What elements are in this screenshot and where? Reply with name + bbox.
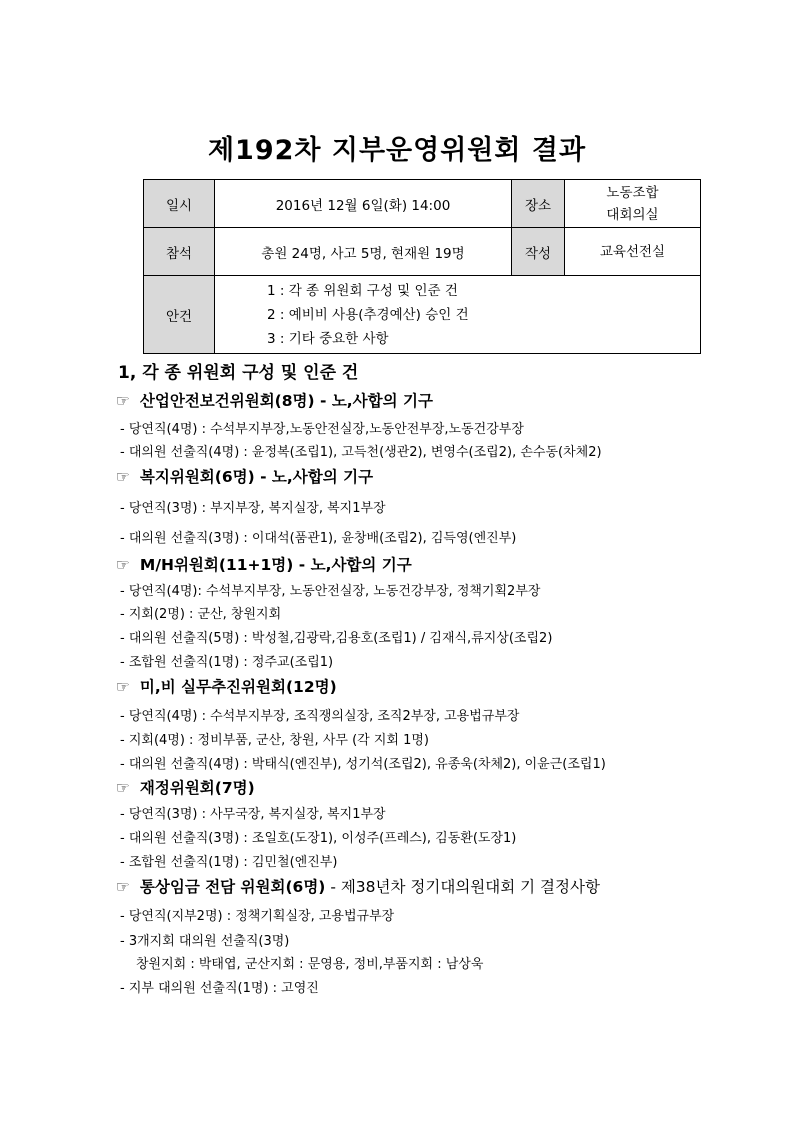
pointing-hand-icon: ☞ [116,468,130,486]
writer-value: 교육선전실 [565,228,701,276]
meeting-info-table [143,179,701,354]
pointing-hand-icon: ☞ [116,392,130,410]
place-value [565,180,701,228]
list-item: - 대의원 선출직(3명) : 조일호(도장1), 이성주(프레스), 김동환(도장1) [120,831,517,846]
list-item: - 당연직(3명) : 부지부장, 복지실장, 복지1부장 [120,501,386,516]
list-item: - 대의원 선출직(3명) : 이대석(품관1), 윤창배(조립2), 김득영(엔진부) [120,531,517,546]
agenda-item: 1 : 각 종 위원회 구성 및 인준 건 [267,282,458,299]
list-item: - 조합원 선출직(1명) : 정주교(조립1) [120,655,334,670]
list-item: - 대의원 선출직(5명) : 박성철,김광락,김용호(조립1) / 김재식,류지상(조립2) [120,631,553,646]
date-label: 일시 [144,180,215,228]
document-title: 제192차 지부운영위원회 결과 [207,135,587,166]
pointing-hand-icon: ☞ [116,779,130,797]
committee-heading [116,465,373,487]
committee-title: 재정위원회(7명) [139,779,255,797]
list-item: - 당연직(3명) : 사무국장, 복지실장, 복지1부장 [120,807,386,822]
committee-title: 산업안전보건위원회(8명) - 노,사합의 기구 [139,392,433,410]
committee-title: 미,비 실무추진위원회(12명) [139,678,337,696]
list-item: - 대의원 선출직(4명) : 윤정복(조립1), 고득천(생관2), 변영수(조립2), 손수동(차체2) [120,445,602,460]
place-line-2: 대회의실 [606,206,659,223]
committee-heading [116,875,600,897]
committee-heading [116,675,337,697]
agenda-label: 안건 [144,276,215,354]
agenda-item: 3 : 기타 중요한 사항 [267,330,389,347]
section-heading: 1, 각 종 위원회 구성 및 인준 건 [118,363,359,383]
writer-label: 작성 [512,228,565,276]
place-label: 장소 [512,180,565,228]
committee-title-note: - 제38년차 정기대의원대회 기 결정사항 [325,878,600,896]
committee-heading [116,553,412,575]
committee-heading [116,389,433,411]
place-line-1: 노동조합 [606,184,659,201]
list-item: - 3개지회 대의원 선출직(3명) [120,934,290,949]
list-item: - 당연직(4명) : 수석부지부장,노동안전실장,노동안전부장,노동건강부장 [120,422,524,437]
date-value: 2016년 12월 6일(화) 14:00 [215,180,512,228]
list-item: - 당연직(지부2명) : 정책기획실장, 고용법규부장 [120,909,395,924]
pointing-hand-icon: ☞ [116,556,130,574]
list-item: - 지회(2명) : 군산, 창원지회 [120,607,282,622]
list-item: - 지회(4명) : 정비부품, 군산, 창원, 사무 (각 지회 1명) [120,733,429,748]
agenda-item: 2 : 예비비 사용(추경예산) 승인 건 [267,306,469,323]
attend-value: 총원 24명, 사고 5명, 현재원 19명 [215,228,512,276]
pointing-hand-icon: ☞ [116,878,130,896]
committee-title: M/H위원회(11+1명) - 노,사합의 기구 [139,556,412,574]
committee-title: 통상임금 전담 위원회(6명) [139,878,326,896]
pointing-hand-icon: ☞ [116,678,130,696]
committee-heading [116,776,255,798]
list-item: - 당연직(4명): 수석부지부장, 노동안전실장, 노동건강부장, 정책기획2부장 [120,584,541,599]
attend-label: 참석 [144,228,215,276]
agenda-list [215,276,701,354]
list-item: - 지부 대의원 선출직(1명) : 고영진 [120,981,319,996]
list-item: - 대의원 선출직(4명) : 박태식(엔진부), 성기석(조립2), 유종욱(차체2), 이윤근(조립1) [120,757,606,772]
list-item: 창원지회 : 박태엽, 군산지회 : 문영용, 정비,부품지회 : 남상욱 [136,957,484,972]
committee-title: 복지위원회(6명) - 노,사합의 기구 [139,468,374,486]
list-item: - 당연직(4명) : 수석부지부장, 조직쟁의실장, 조직2부장, 고용법규부장 [120,709,520,724]
list-item: - 조합원 선출직(1명) : 김민철(엔진부) [120,855,338,870]
